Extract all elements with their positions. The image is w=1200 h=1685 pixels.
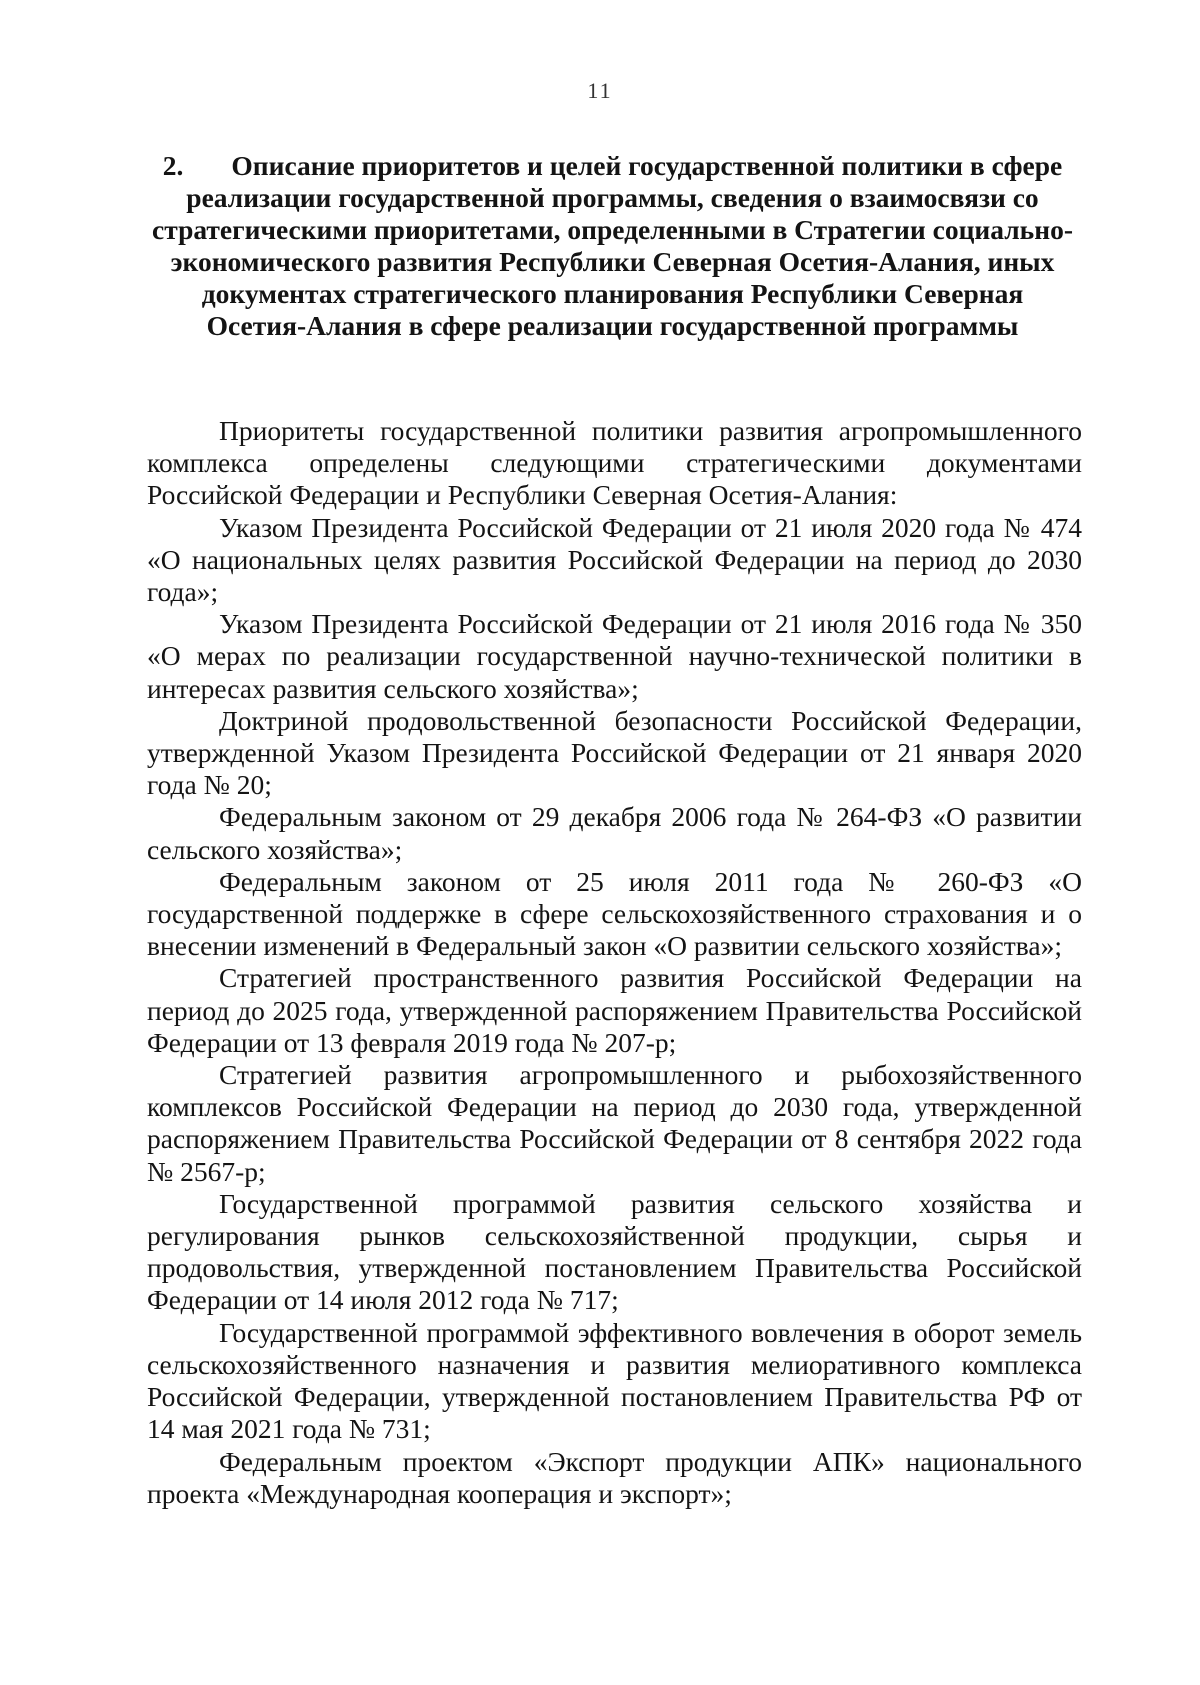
section-heading xyxy=(150,150,1075,342)
paragraph-spatial-strategy: Стратегией пространственного развития Российской Федерации на период до 2025 года, утвержденной распоряжением Правительства Российской Федерации от 13 февраля 2019 года № 207-р; xyxy=(147,962,1082,1058)
section-number: 2. xyxy=(162,150,184,181)
paragraph-decree-474: Указом Президента Российской Федерации от 21 июля 2020 года № 474 «О национальных целях развития Российской Федерации на период до 2030 года»; xyxy=(147,511,1082,608)
paragraph-law-264: Федеральным законом от 29 декабря 2006 года № 264-ФЗ «О развитии сельского хозяйства»; xyxy=(147,801,1082,865)
paragraph-law-260: Федеральным законом от 25 июля 2011 года № 260-ФЗ «О государственной поддержке в сфере сельскохозяйственного страхования и о внесении изменений в Федеральный закон «О развитии сельского хозяйства»; xyxy=(147,865,1082,962)
paragraph-decree-350: Указом Президента Российской Федерации от 21 июля 2016 года № 350 «О мерах по реализации государственной научно-технической политики в интересах развития сельского хозяйства»; xyxy=(147,608,1082,704)
paragraph-program-731: Государственной программой эффективного вовлечения в оборот земель сельскохозяйственного назначения и развития мелиоративного комплекса Российской Федерации, утвержденной постановлением Правительства РФ от 14 мая 2021 года № 731; xyxy=(147,1316,1082,1445)
section-title: Описание приоритетов и целей государственной политики в сфере реализации государственной программы, сведения о взаимосвязи со стратегическими приоритетами, определенными в Стратегии социально-экономического развития Республики Северная Осетия-Алания, иных документах стратегического планирования Республики Северная Осетия-Алания в сфере реализации государственной программы xyxy=(152,150,1073,341)
paragraph-program-717: Государственной программой развития сельского хозяйства и регулирования рынков сельскохозяйственной продукции, сырья и продовольствия, утвержденной постановлением Правительства Российской Федерации от 14 июля 2012 года № 717; xyxy=(147,1187,1082,1316)
paragraph-food-security-doctrine: Доктриной продовольственной безопасности Российской Федерации, утвержденной Указом Президента Российской Федерации от 21 января 2020 года № 20; xyxy=(147,704,1082,801)
paragraph-export-project: Федеральным проектом «Экспорт продукции АПК» национального проекта «Международная кооперация и экспорт»; xyxy=(147,1445,1082,1509)
body-text xyxy=(147,415,1082,1510)
page-number: 11 xyxy=(587,78,613,103)
paragraph-intro: Приоритеты государственной политики развития агропромышленного комплекса определены следующими стратегическими документами Российской Федерации и Республики Северная Осетия-Алания: xyxy=(147,415,1082,511)
paragraph-agro-strategy: Стратегией развития агропромышленного и рыбохозяйственного комплексов Российской Федерации на период до 2030 года, утвержденной распоряжением Правительства Российской Федерации от 8 сентября 2022 года № 2567-р; xyxy=(147,1059,1082,1187)
